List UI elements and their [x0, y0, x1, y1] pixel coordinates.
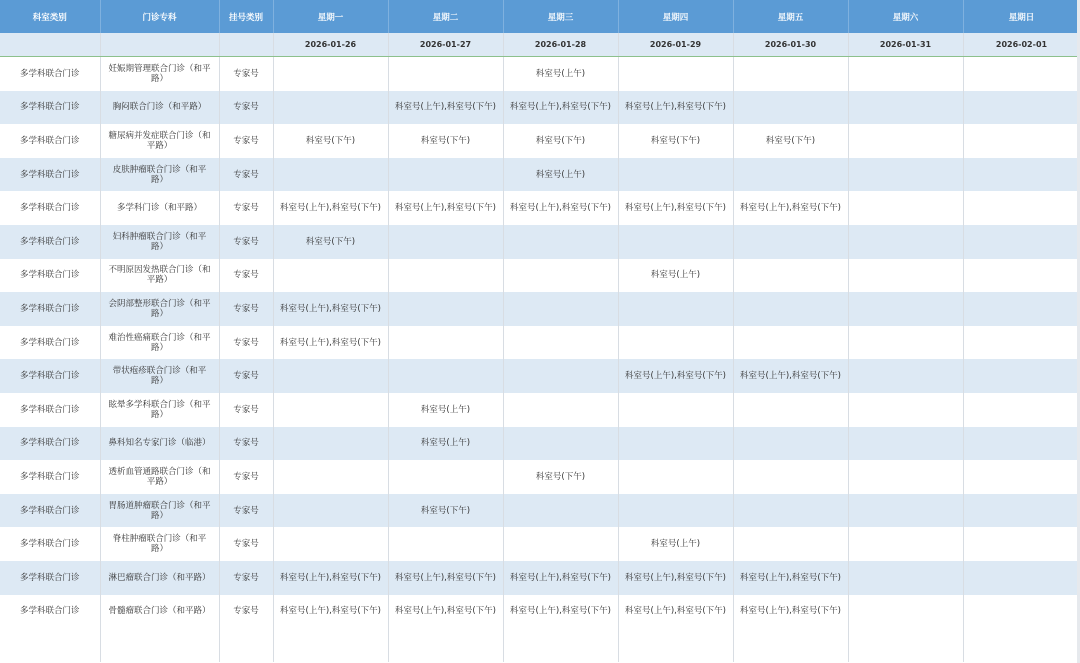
table-row — [0, 191, 1080, 225]
date-wed: 2026-01-28 — [503, 33, 618, 57]
empty-cell — [503, 628, 618, 662]
slot-cell-fri[interactable] — [733, 494, 848, 528]
slot-cell-wed[interactable] — [503, 494, 618, 528]
category-cell: 多学科联合门诊 — [0, 158, 100, 192]
category-cell: 多学科联合门诊 — [0, 292, 100, 326]
table-row — [0, 91, 1080, 125]
slot-cell-sat[interactable] — [848, 527, 963, 561]
reg-type-cell: 专家号 — [219, 427, 273, 461]
empty-cell — [963, 628, 1080, 662]
slot-cell-mon[interactable] — [273, 494, 388, 528]
empty-cell — [848, 628, 963, 662]
date-fri: 2026-01-30 — [733, 33, 848, 57]
specialty-cell: 多学科门诊（和平路） — [100, 191, 219, 225]
slot-cell-sun[interactable] — [963, 595, 1080, 629]
slot-cell-tue[interactable]: 科室号(上午),科室号(下午) — [388, 561, 503, 595]
specialty-cell: 难治性癌痛联合门诊（和平路） — [100, 326, 219, 360]
table-row — [0, 393, 1080, 427]
slot-cell-thu[interactable] — [618, 393, 733, 427]
slot-cell-tue[interactable]: 科室号(上午),科室号(下午) — [388, 91, 503, 125]
header-reg-type: 挂号类别 — [219, 0, 273, 33]
slot-cell-wed[interactable]: 科室号(上午) — [503, 57, 618, 91]
slot-cell-fri[interactable] — [733, 527, 848, 561]
header-day-thu: 星期四 — [618, 0, 733, 33]
slot-cell-fri[interactable] — [733, 427, 848, 461]
slot-cell-fri[interactable] — [733, 393, 848, 427]
header-specialty: 门诊专科 — [100, 0, 219, 33]
slot-cell-fri[interactable] — [733, 57, 848, 91]
slot-cell-mon[interactable] — [273, 527, 388, 561]
category-cell: 多学科联合门诊 — [0, 359, 100, 393]
slot-cell-wed[interactable]: 科室号(下午) — [503, 460, 618, 494]
slot-cell-sun[interactable] — [963, 259, 1080, 293]
slot-cell-thu[interactable] — [618, 158, 733, 192]
specialty-cell: 淋巴瘤联合门诊（和平路） — [100, 561, 219, 595]
slot-cell-tue[interactable]: 科室号(下午) — [388, 494, 503, 528]
specialty-cell: 皮肤肿瘤联合门诊（和平路） — [100, 158, 219, 192]
slot-cell-sun[interactable] — [963, 393, 1080, 427]
slot-cell-tue[interactable] — [388, 527, 503, 561]
slot-cell-thu[interactable] — [618, 326, 733, 360]
slot-cell-tue[interactable]: 科室号(下午) — [388, 124, 503, 158]
slot-cell-fri[interactable] — [733, 460, 848, 494]
reg-type-cell: 专家号 — [219, 326, 273, 360]
slot-cell-fri[interactable]: 科室号(上午),科室号(下午) — [733, 359, 848, 393]
reg-type-cell: 专家号 — [219, 359, 273, 393]
table-row — [0, 527, 1080, 561]
slot-cell-mon[interactable]: 科室号(下午) — [273, 124, 388, 158]
table-row — [0, 427, 1080, 461]
specialty-cell: 胸闷联合门诊（和平路） — [100, 91, 219, 125]
slot-cell-mon[interactable] — [273, 158, 388, 192]
slot-cell-wed[interactable]: 科室号(上午),科室号(下午) — [503, 595, 618, 629]
slot-cell-tue[interactable] — [388, 225, 503, 259]
slot-cell-sun[interactable] — [963, 124, 1080, 158]
slot-cell-sat[interactable] — [848, 124, 963, 158]
specialty-cell: 妊娠期管理联合门诊（和平路） — [100, 57, 219, 91]
table-row — [0, 595, 1080, 629]
slot-cell-sun[interactable] — [963, 91, 1080, 125]
slot-cell-fri[interactable] — [733, 259, 848, 293]
category-cell: 多学科联合门诊 — [0, 259, 100, 293]
date-blank — [100, 33, 219, 57]
slot-cell-mon[interactable] — [273, 460, 388, 494]
table-row — [0, 57, 1080, 91]
reg-type-cell: 专家号 — [219, 595, 273, 629]
slot-cell-mon[interactable] — [273, 91, 388, 125]
slot-cell-thu[interactable]: 科室号(上午) — [618, 527, 733, 561]
date-tue: 2026-01-27 — [388, 33, 503, 57]
reg-type-cell: 专家号 — [219, 225, 273, 259]
slot-cell-mon[interactable] — [273, 427, 388, 461]
header-category: 科室类别 — [0, 0, 100, 33]
date-blank — [219, 33, 273, 57]
specialty-cell: 胃肠道肿瘤联合门诊（和平路） — [100, 494, 219, 528]
slot-cell-wed[interactable]: 科室号(上午) — [503, 158, 618, 192]
slot-cell-sun[interactable] — [963, 494, 1080, 528]
slot-cell-thu[interactable] — [618, 494, 733, 528]
empty-cell — [100, 628, 219, 662]
slot-cell-sun[interactable] — [963, 427, 1080, 461]
header-day-fri: 星期五 — [733, 0, 848, 33]
reg-type-cell: 专家号 — [219, 91, 273, 125]
slot-cell-sat[interactable] — [848, 460, 963, 494]
slot-cell-mon[interactable]: 科室号(下午) — [273, 225, 388, 259]
slot-cell-sun[interactable] — [963, 561, 1080, 595]
date-row — [0, 33, 1080, 57]
slot-cell-tue[interactable] — [388, 359, 503, 393]
slot-cell-sun[interactable] — [963, 326, 1080, 360]
slot-cell-thu[interactable] — [618, 460, 733, 494]
slot-cell-wed[interactable] — [503, 326, 618, 360]
slot-cell-mon[interactable] — [273, 359, 388, 393]
slot-cell-wed[interactable] — [503, 393, 618, 427]
slot-cell-mon[interactable]: 科室号(上午),科室号(下午) — [273, 561, 388, 595]
category-cell: 多学科联合门诊 — [0, 393, 100, 427]
slot-cell-sun[interactable] — [963, 191, 1080, 225]
specialty-cell: 骨髓瘤联合门诊（和平路） — [100, 595, 219, 629]
slot-cell-wed[interactable] — [503, 359, 618, 393]
table-row — [0, 225, 1080, 259]
specialty-cell: 鼻科知名专家门诊（临港） — [100, 427, 219, 461]
slot-cell-sun[interactable] — [963, 359, 1080, 393]
slot-cell-wed[interactable]: 科室号(上午),科室号(下午) — [503, 191, 618, 225]
slot-cell-wed[interactable] — [503, 225, 618, 259]
slot-cell-sat[interactable] — [848, 259, 963, 293]
reg-type-cell: 专家号 — [219, 393, 273, 427]
slot-cell-mon[interactable] — [273, 393, 388, 427]
reg-type-cell: 专家号 — [219, 57, 273, 91]
slot-cell-fri[interactable] — [733, 292, 848, 326]
slot-cell-sat[interactable] — [848, 91, 963, 125]
reg-type-cell: 专家号 — [219, 124, 273, 158]
slot-cell-thu[interactable]: 科室号(上午),科室号(下午) — [618, 595, 733, 629]
slot-cell-sat[interactable] — [848, 494, 963, 528]
slot-cell-sat[interactable] — [848, 326, 963, 360]
slot-cell-thu[interactable]: 科室号(下午) — [618, 124, 733, 158]
empty-row — [0, 628, 1080, 662]
category-cell: 多学科联合门诊 — [0, 427, 100, 461]
slot-cell-fri[interactable] — [733, 225, 848, 259]
slot-cell-sat[interactable] — [848, 359, 963, 393]
category-cell: 多学科联合门诊 — [0, 124, 100, 158]
reg-type-cell: 专家号 — [219, 259, 273, 293]
specialty-cell: 不明原因发热联合门诊（和平路） — [100, 259, 219, 293]
category-cell: 多学科联合门诊 — [0, 460, 100, 494]
slot-cell-sat[interactable] — [848, 292, 963, 326]
specialty-cell: 眩晕多学科联合门诊（和平路） — [100, 393, 219, 427]
category-cell: 多学科联合门诊 — [0, 527, 100, 561]
slot-cell-sat[interactable] — [848, 595, 963, 629]
slot-cell-thu[interactable]: 科室号(上午),科室号(下午) — [618, 561, 733, 595]
slot-cell-sat[interactable] — [848, 225, 963, 259]
date-sat: 2026-01-31 — [848, 33, 963, 57]
date-thu: 2026-01-29 — [618, 33, 733, 57]
specialty-cell: 糖尿病并发症联合门诊（和平路） — [100, 124, 219, 158]
slot-cell-sun[interactable] — [963, 527, 1080, 561]
empty-cell — [618, 628, 733, 662]
reg-type-cell: 专家号 — [219, 191, 273, 225]
slot-cell-sun[interactable] — [963, 292, 1080, 326]
slot-cell-mon[interactable]: 科室号(上午),科室号(下午) — [273, 326, 388, 360]
slot-cell-sun[interactable] — [963, 225, 1080, 259]
date-mon: 2026-01-26 — [273, 33, 388, 57]
slot-cell-tue[interactable] — [388, 57, 503, 91]
slot-cell-thu[interactable] — [618, 57, 733, 91]
header-day-tue: 星期二 — [388, 0, 503, 33]
category-cell: 多学科联合门诊 — [0, 57, 100, 91]
empty-cell — [388, 628, 503, 662]
slot-cell-sun[interactable] — [963, 158, 1080, 192]
slot-cell-fri[interactable] — [733, 91, 848, 125]
category-cell: 多学科联合门诊 — [0, 225, 100, 259]
slot-cell-wed[interactable] — [503, 259, 618, 293]
slot-cell-sun[interactable] — [963, 57, 1080, 91]
reg-type-cell: 专家号 — [219, 158, 273, 192]
reg-type-cell: 专家号 — [219, 292, 273, 326]
slot-cell-sat[interactable] — [848, 393, 963, 427]
slot-cell-mon[interactable]: 科室号(上午),科室号(下午) — [273, 595, 388, 629]
table-row — [0, 292, 1080, 326]
slot-cell-tue[interactable] — [388, 326, 503, 360]
slot-cell-wed[interactable] — [503, 427, 618, 461]
category-cell: 多学科联合门诊 — [0, 191, 100, 225]
slot-cell-sun[interactable] — [963, 460, 1080, 494]
table-row — [0, 124, 1080, 158]
slot-cell-mon[interactable]: 科室号(上午),科室号(下午) — [273, 292, 388, 326]
slot-cell-thu[interactable]: 科室号(上午),科室号(下午) — [618, 359, 733, 393]
date-sun: 2026-02-01 — [963, 33, 1080, 57]
slot-cell-thu[interactable]: 科室号(上午) — [618, 259, 733, 293]
category-cell: 多学科联合门诊 — [0, 494, 100, 528]
category-cell: 多学科联合门诊 — [0, 595, 100, 629]
slot-cell-mon[interactable] — [273, 57, 388, 91]
header-day-sat: 星期六 — [848, 0, 963, 33]
slot-cell-sat[interactable] — [848, 427, 963, 461]
reg-type-cell: 专家号 — [219, 561, 273, 595]
table-row — [0, 326, 1080, 360]
slot-cell-sat[interactable] — [848, 158, 963, 192]
specialty-cell: 妇科肿瘤联合门诊（和平路） — [100, 225, 219, 259]
slot-cell-tue[interactable] — [388, 460, 503, 494]
specialty-cell: 带状疱疹联合门诊（和平路） — [100, 359, 219, 393]
slot-cell-sat[interactable] — [848, 561, 963, 595]
specialty-cell: 会阴部整形联合门诊（和平路） — [100, 292, 219, 326]
slot-cell-tue[interactable]: 科室号(上午) — [388, 427, 503, 461]
reg-type-cell: 专家号 — [219, 460, 273, 494]
slot-cell-tue[interactable]: 科室号(上午),科室号(下午) — [388, 595, 503, 629]
slot-cell-tue[interactable]: 科室号(上午),科室号(下午) — [388, 191, 503, 225]
specialty-cell: 透析血管通路联合门诊（和平路） — [100, 460, 219, 494]
empty-cell — [733, 628, 848, 662]
category-cell: 多学科联合门诊 — [0, 326, 100, 360]
slot-cell-wed[interactable]: 科室号(上午),科室号(下午) — [503, 561, 618, 595]
slot-cell-mon[interactable] — [273, 259, 388, 293]
header-day-sun: 星期日 — [963, 0, 1080, 33]
table-row — [0, 494, 1080, 528]
slot-cell-thu[interactable] — [618, 225, 733, 259]
category-cell: 多学科联合门诊 — [0, 91, 100, 125]
slot-cell-wed[interactable] — [503, 292, 618, 326]
slot-cell-mon[interactable]: 科室号(上午),科室号(下午) — [273, 191, 388, 225]
header-day-mon: 星期一 — [273, 0, 388, 33]
category-cell: 多学科联合门诊 — [0, 561, 100, 595]
schedule-body — [0, 57, 1080, 663]
specialty-cell: 脊柱肿瘤联合门诊（和平路） — [100, 527, 219, 561]
slot-cell-fri[interactable]: 科室号(下午) — [733, 124, 848, 158]
header-day-wed: 星期三 — [503, 0, 618, 33]
slot-cell-wed[interactable] — [503, 527, 618, 561]
slot-cell-wed[interactable]: 科室号(下午) — [503, 124, 618, 158]
reg-type-cell: 专家号 — [219, 494, 273, 528]
header-row — [0, 0, 1080, 33]
slot-cell-tue[interactable] — [388, 292, 503, 326]
reg-type-cell: 专家号 — [219, 527, 273, 561]
date-blank — [0, 33, 100, 57]
slot-cell-sat[interactable] — [848, 191, 963, 225]
table-row — [0, 359, 1080, 393]
slot-cell-fri[interactable]: 科室号(上午),科室号(下午) — [733, 561, 848, 595]
slot-cell-fri[interactable]: 科室号(上午),科室号(下午) — [733, 191, 848, 225]
slot-cell-sat[interactable] — [848, 57, 963, 91]
slot-cell-thu[interactable]: 科室号(上午),科室号(下午) — [618, 191, 733, 225]
empty-cell — [219, 628, 273, 662]
slot-cell-tue[interactable]: 科室号(上午) — [388, 393, 503, 427]
slot-cell-thu[interactable] — [618, 292, 733, 326]
table-row — [0, 561, 1080, 595]
slot-cell-tue[interactable] — [388, 158, 503, 192]
slot-cell-thu[interactable]: 科室号(上午),科室号(下午) — [618, 91, 733, 125]
slot-cell-fri[interactable] — [733, 158, 848, 192]
empty-cell — [0, 628, 100, 662]
slot-cell-fri[interactable]: 科室号(上午),科室号(下午) — [733, 595, 848, 629]
slot-cell-tue[interactable] — [388, 259, 503, 293]
table-row — [0, 259, 1080, 293]
slot-cell-thu[interactable] — [618, 427, 733, 461]
empty-cell — [273, 628, 388, 662]
slot-cell-wed[interactable]: 科室号(上午),科室号(下午) — [503, 91, 618, 125]
table-row — [0, 158, 1080, 192]
slot-cell-fri[interactable] — [733, 326, 848, 360]
table-row — [0, 460, 1080, 494]
